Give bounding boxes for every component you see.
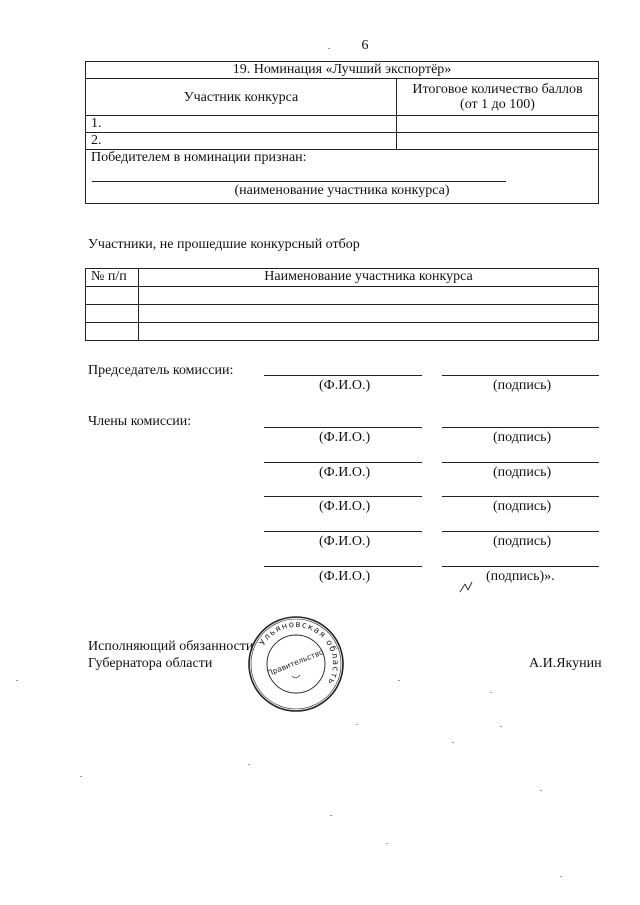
- seal-ring-text: Ульяновская область: [257, 619, 341, 687]
- member-fio-line: [264, 531, 422, 532]
- member-fio-line: [264, 427, 422, 428]
- member-fio-caption: (Ф.И.О.): [319, 569, 371, 584]
- official-seal-icon: [246, 614, 346, 714]
- member-fio-line: [264, 496, 422, 497]
- member-fio-caption: (Ф.И.О.): [319, 499, 371, 514]
- row-score-1: [397, 116, 599, 133]
- member-signature-line: [442, 566, 599, 567]
- member-fio-line: [264, 462, 422, 463]
- chairman-fio-caption: (Ф.И.О.): [319, 378, 371, 393]
- signatory-name: А.И.Якунин: [529, 656, 602, 671]
- table-row-cell: [139, 323, 599, 341]
- member-signature-caption: (подпись): [493, 499, 552, 514]
- table-row: [86, 305, 139, 323]
- score-header-line2: (от 1 до 100): [460, 97, 535, 112]
- chairman-label: Председатель комиссии:: [88, 363, 234, 378]
- chairman-signature-caption: (подпись): [493, 378, 552, 393]
- chairman-fio-line: [264, 375, 422, 376]
- score-header-line1: Итоговое количество баллов: [412, 82, 583, 97]
- winner-label: Победителем в номинации признан:: [91, 150, 307, 165]
- winner-note: (наименование участника конкурса): [234, 183, 450, 198]
- member-signature-caption: (подпись): [493, 430, 552, 445]
- failed-heading: Участники, не прошедшие конкурсный отбор: [88, 237, 360, 252]
- seal-center-text: Правительство: [265, 647, 325, 679]
- table-row-cell: [139, 287, 599, 305]
- member-fio-line: [264, 566, 422, 567]
- acting-governor-line2: Губернатора области: [88, 656, 213, 671]
- member-signature-caption: (подпись): [493, 534, 552, 549]
- table-row-cell: [139, 305, 599, 323]
- member-signature-caption: (подпись): [493, 465, 552, 480]
- col-name-header: Наименование участника конкурса: [139, 269, 599, 287]
- member-signature-line: [442, 462, 599, 463]
- score-header: [397, 79, 599, 116]
- member-signature-line: [442, 531, 599, 532]
- member-signature-line: [442, 427, 599, 428]
- members-label: Члены комиссии:: [88, 414, 192, 429]
- row-number-1: 1.: [86, 116, 397, 133]
- row-score-2: [397, 133, 599, 150]
- pen-mark-icon: [458, 580, 474, 594]
- row-number-2: 2.: [86, 133, 397, 150]
- acting-governor-line1: Исполняющий обязанности: [88, 639, 254, 654]
- nomination-table: [85, 61, 599, 204]
- participant-header: Участник конкурса: [86, 79, 397, 116]
- member-fio-caption: (Ф.И.О.): [319, 534, 371, 549]
- failed-table: [85, 268, 599, 341]
- member-signature-line: [442, 496, 599, 497]
- winner-fill-line: [92, 181, 506, 182]
- chairman-signature-line: [442, 375, 599, 376]
- table-row: [86, 287, 139, 305]
- nomination-title: 19. Номинация «Лучший экспортёр»: [86, 62, 599, 79]
- member-signature-caption-last: (подпись)».: [486, 569, 555, 584]
- member-fio-caption: (Ф.И.О.): [319, 430, 371, 445]
- col-num-header: № п/п: [86, 269, 139, 287]
- page-number: 6: [361, 38, 369, 53]
- table-row: [86, 323, 139, 341]
- winner-cell: [86, 150, 599, 204]
- member-fio-caption: (Ф.И.О.): [319, 465, 371, 480]
